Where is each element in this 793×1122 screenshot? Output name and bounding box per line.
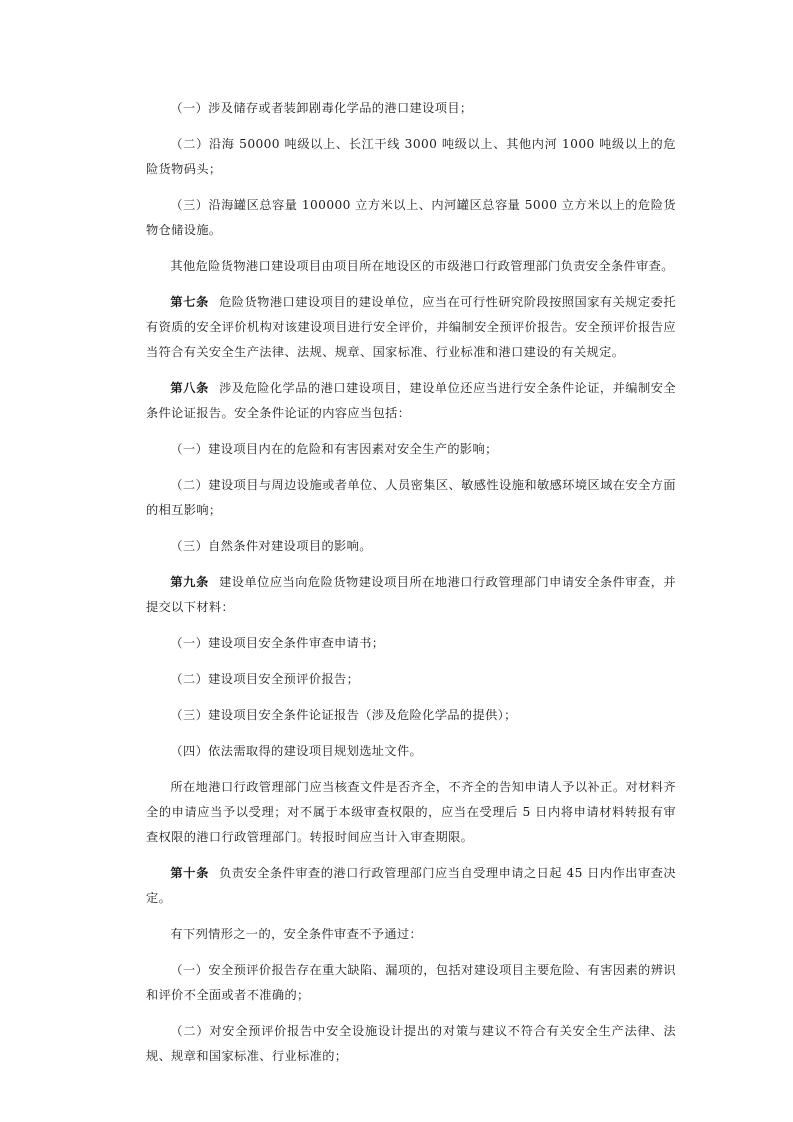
paragraph-text: （一）建设项目安全条件审查申请书； [170,636,385,650]
article-paragraph [146,570,676,620]
paragraph [146,254,676,279]
paragraph-text: 涉及危险化学品的港口建设项目，建设单位还应当进行安全条件论证，并编制安全条件论证报告。安全条件论证的内容应当包括： [146,381,676,420]
paragraph-text: 危险货物港口建设项目的建设单位，应当在可行性研究阶段按照国家有关规定委托有资质的安全评价机构对该建设项目进行安全评价，并编制安全预评价报告。安全预评价报告应当符合有关安全生产法律、法规、规章、国家标准、行业标准和港口建设的有关规定。 [146,295,676,359]
paragraph [146,534,676,559]
paragraph [146,96,676,121]
paragraph-text: 建设单位应当向危险货物建设项目所在地港口行政管理部门申请安全条件审查，并提交以下材料： [146,575,676,614]
paragraph-text: 负责安全条件审查的港口行政管理部门应当自受理申请之日起 45 日内作出审查决定。 [146,866,676,905]
article-number: 第十条 [170,866,210,880]
paragraph-text: 有下列情形之一的，安全条件审查不予通过： [170,927,423,941]
paragraph [146,132,676,182]
paragraph [146,703,676,728]
paragraph [146,667,676,692]
article-number: 第八条 [170,381,210,395]
paragraph-text: （一）安全预评价报告存在重大缺陷、漏项的，包括对建设项目主要危险、有害因素的辨识和评价不全面或者不准确的； [146,963,676,1002]
paragraph [146,631,676,656]
paragraph-text: （三）建设项目安全条件论证报告（涉及危险化学品的提供）； [170,708,517,722]
article-number: 第九条 [170,575,210,589]
paragraph [146,775,676,850]
paragraph-text: （二）对安全预评价报告中安全设施设计提出的对策与建议不符合有关安全生产法律、法规、规章和国家标准、行业标准的； [146,1024,676,1063]
paragraph-text: 所在地港口行政管理部门应当核查文件是否齐全，不齐全的告知申请人予以补正。对材料齐全的申请应当予以受理；对不属于本级审查权限的，应当在受理后 5 日内将申请材料转报有审查权限的港口行政管理部门。转报时间应当计入审查期限。 [146,780,676,844]
article-paragraph [146,290,676,365]
paragraph [146,437,676,462]
paragraph-text: 其他危险货物港口建设项目由项目所在地设区的市级港口行政管理部门负责安全条件审查。 [170,259,674,273]
article-number: 第七条 [170,295,210,309]
paragraph [146,922,676,947]
paragraph-text: （二）建设项目安全预评价报告； [170,672,360,686]
paragraph [146,958,676,1008]
article-paragraph [146,861,676,911]
paragraph-text: （三）自然条件对建设项目的影响。 [170,539,372,553]
paragraph-text: （三）沿海罐区总容量 100000 立方米以上、内河罐区总容量 5000 立方米以上的危险货物仓储设施。 [146,198,676,237]
paragraph-text: （四）依法需取得的建设项目规划选址文件。 [170,744,423,758]
document-body [146,96,676,1080]
paragraph [146,1019,676,1069]
paragraph [146,193,676,243]
article-paragraph [146,376,676,426]
paragraph [146,473,676,523]
paragraph-text: （二）沿海 50000 吨级以上、长江干线 3000 吨级以上、其他内河 1000 吨级以上的危险货物码头； [146,137,676,176]
paragraph [146,739,676,764]
paragraph-text: （二）建设项目与周边设施或者单位、人员密集区、敏感性设施和敏感环境区域在安全方面的相互影响； [146,478,676,517]
paragraph-text: （一）建设项目内在的危险和有害因素对安全生产的影响； [170,442,498,456]
paragraph-text: （一）涉及储存或者装卸剧毒化学品的港口建设项目； [170,101,473,115]
